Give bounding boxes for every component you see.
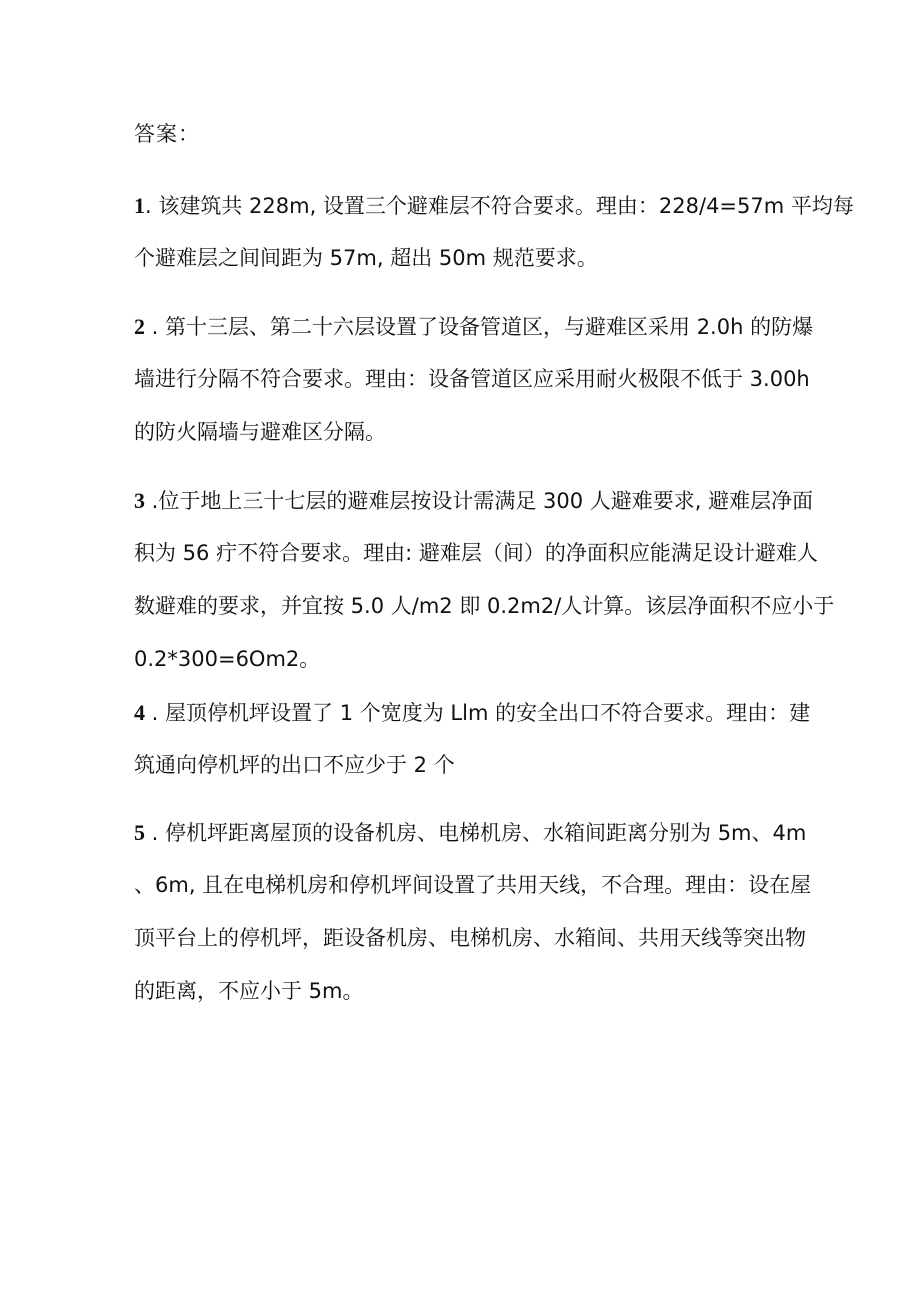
answer-item-4 — [134, 686, 811, 792]
answer-line: 数避难的要求，并宜按 5.0 人/m2 即 0.2m2/人计算。该层净面积不应小于 — [134, 594, 835, 618]
answer-line: 个避难层之间间距为 57m, 超出 50m 规范要求。 — [134, 246, 598, 270]
line-text: . 屋顶停机坪设置了 1 个宽度为 Llm 的安全出口不符合要求。理由：建 — [145, 701, 811, 725]
line-text: . 停机坪距离屋顶的设备机房、电梯机房、水箱间距离分别为 5m、4m — [145, 821, 807, 845]
answer-line: 的防火隔墙与避难区分隔。 — [134, 420, 386, 444]
line-text: . 第十三层、第二十六层设置了设备管道区，与避难区采用 2.0h 的防爆 — [145, 315, 814, 339]
item-number: 1 — [134, 193, 145, 218]
answer-line — [134, 300, 814, 353]
item-number: 2 — [134, 314, 145, 339]
answer-item-3 — [134, 474, 835, 686]
answer-item-1 — [134, 179, 854, 285]
line-text: . 该建筑共 228m, 设置三个避难层不符合要求。理由：228/4=57m 平均每 — [145, 194, 854, 218]
answer-line: 、6m, 且在电梯机房和停机坪间设置了共用天线，不合理。理由：设在屋 — [134, 873, 812, 897]
answer-line: 筑通向停机坪的出口不应少于 2 个 — [134, 753, 455, 777]
answer-line — [134, 686, 811, 739]
answer-line: 0.2*300=6Om2。 — [134, 647, 321, 671]
line-text: .位于地上三十七层的避难层按设计需满足 300 人避难要求, 避难层净面 — [145, 489, 814, 513]
answer-line: 积为 56 疔不符合要求。理由: 避难层（间）的净面积应能满足设计避难人 — [134, 541, 818, 565]
answer-item-2 — [134, 300, 814, 459]
item-number: 4 — [134, 700, 145, 725]
item-number: 5 — [134, 820, 145, 845]
answer-line: 的距离，不应小于 5m。 — [134, 979, 364, 1003]
answer-heading: 答案： — [134, 122, 200, 146]
answer-item-5 — [134, 806, 812, 1018]
item-number: 3 — [134, 488, 145, 513]
answer-line — [134, 474, 814, 527]
answer-line — [134, 806, 807, 859]
answer-line: 顶平台上的停机坪，距设备机房、电梯机房、水箱间、共用天线等突出物 — [134, 926, 806, 950]
answer-line — [134, 179, 854, 232]
answer-line: 墙进行分隔不符合要求。理由：设备管道区应采用耐火极限不低于 3.00h — [134, 367, 810, 391]
